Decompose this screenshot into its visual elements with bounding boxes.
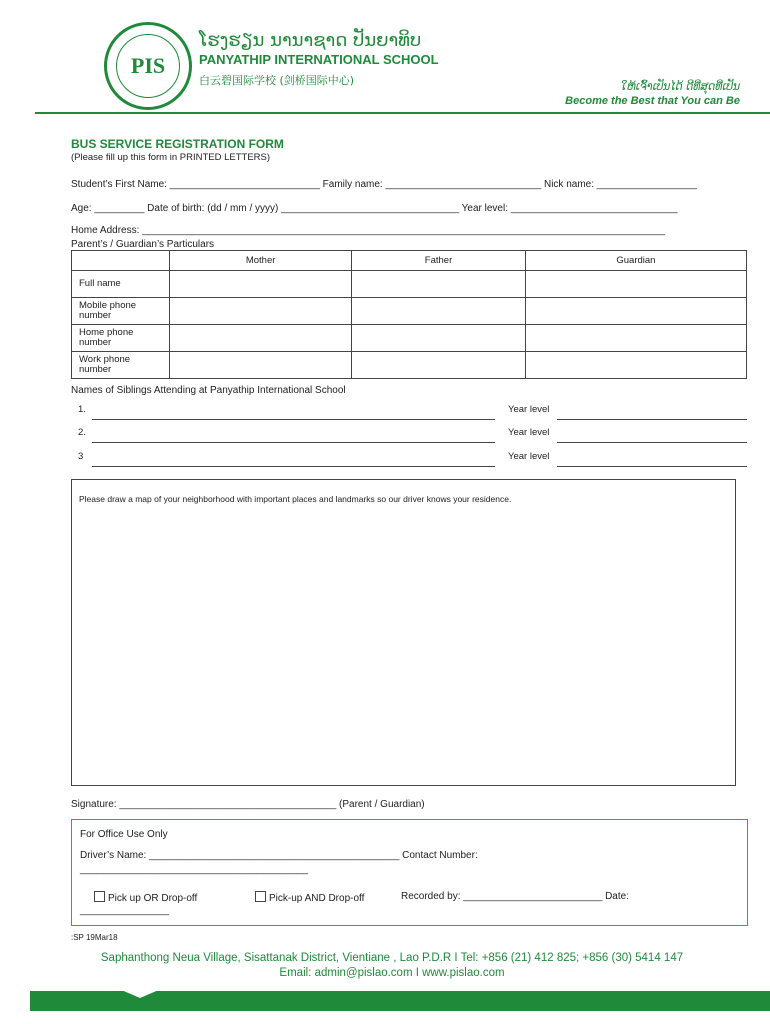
table-row — [72, 352, 747, 379]
map-drawing-area[interactable] — [71, 479, 736, 786]
header-divider — [35, 112, 770, 114]
mother-work-phone-cell[interactable] — [170, 352, 352, 379]
recorded-by-line[interactable]: Recorded by: _________________________ Date: — [401, 891, 629, 902]
motto-lao: ໃຫ້ເຈົ້າເປັນໄດ້ ດີທີ່ສຸດທີ່ເປັນ — [620, 80, 740, 93]
student-name-row[interactable]: Student’s First Name: ___________________________ Family name: ____________________________ Nick name: __________________ — [71, 179, 697, 190]
parents-section-title: Parent’s / Guardian’s Particulars — [71, 239, 215, 250]
option-label: Pick up OR Drop-off — [108, 893, 198, 904]
signature-line[interactable]: Signature: _______________________________________ (Parent / Guardian) — [71, 799, 425, 810]
office-use-title: For Office Use Only — [80, 829, 168, 840]
map-prompt: Please draw a map of your neighborhood with important places and landmarks so our driver knows your residence. — [79, 494, 512, 504]
father-work-phone-cell[interactable] — [352, 352, 526, 379]
sibling-name-field[interactable] — [92, 419, 495, 420]
school-address: Saphanthong Neua Village, Sisattanak District, Vientiane , Lao P.D.R I Tel: +856 (21) 412 825; +856 (30) 5414 147 — [100, 952, 684, 964]
col-guardian: Guardian — [525, 251, 746, 271]
table-row — [72, 298, 747, 325]
row-label-full-name: Full name — [72, 271, 170, 298]
guardian-full-name-cell[interactable] — [525, 271, 746, 298]
school-logo — [104, 22, 192, 110]
table-row — [72, 325, 747, 352]
school-name-cn: 白云碧国际学校 (剑桥国际中心) — [199, 74, 355, 87]
row-label-home-phone: Home phone number — [72, 325, 170, 352]
guardian-mobile-cell[interactable] — [525, 298, 746, 325]
option-pickup-or-dropoff[interactable] — [94, 891, 197, 904]
driver-name-line-2[interactable]: _________________________________________ — [80, 864, 309, 875]
school-email: Email: admin@pislao.com I www.pislao.com — [279, 967, 505, 979]
footer-notch-icon — [112, 986, 168, 1000]
option-label: Pick-up AND Drop-off — [269, 893, 365, 904]
col-father: Father — [352, 251, 526, 271]
row-label-mobile: Mobile phone number — [72, 298, 170, 325]
checkbox-icon[interactable] — [255, 891, 266, 902]
sibling-year-label: Year level — [508, 427, 550, 438]
mother-mobile-cell[interactable] — [170, 298, 352, 325]
form-subtitle: (Please fill up this form in PRINTED LETTERS) — [71, 152, 271, 163]
age-dob-row[interactable]: Age: _________ Date of birth: (dd / mm / yyyy) ________________________________ Year level: ______________________________ — [71, 203, 678, 214]
siblings-title: Names of Siblings Attending at Panyathip International School — [71, 385, 346, 396]
father-home-phone-cell[interactable] — [352, 325, 526, 352]
parents-table — [71, 250, 747, 379]
guardian-home-phone-cell[interactable] — [525, 325, 746, 352]
sibling-number: 3 — [78, 451, 84, 462]
motto-en: Become the Best that You can Be — [565, 95, 740, 107]
sibling-year-label: Year level — [508, 451, 550, 462]
sibling-number: 1. — [78, 404, 86, 415]
father-full-name-cell[interactable] — [352, 271, 526, 298]
date-line[interactable]: ________________ — [80, 905, 169, 916]
table-header-row — [72, 251, 747, 271]
mother-home-phone-cell[interactable] — [170, 325, 352, 352]
row-label-work-phone: Work phone number — [72, 352, 170, 379]
guardian-work-phone-cell[interactable] — [525, 352, 746, 379]
sibling-number: 2. — [78, 427, 86, 438]
sibling-year-field[interactable] — [557, 419, 747, 420]
table-corner — [72, 251, 170, 271]
form-title: BUS SERVICE REGISTRATION FORM — [71, 137, 284, 151]
table-row — [72, 271, 747, 298]
driver-name-line[interactable]: Driver’s Name: _____________________________________________ Contact Number: — [80, 850, 478, 861]
school-name-en: PANYATHIP INTERNATIONAL SCHOOL — [199, 52, 439, 67]
form-code: :SP 19Mar18 — [71, 933, 118, 942]
school-name-lao: ໂຮງຮຽນ ນານາຊາດ ປັນຍາທິບ — [199, 30, 422, 51]
office-use-box — [71, 819, 748, 926]
logo-text: PIS — [116, 34, 180, 98]
mother-full-name-cell[interactable] — [170, 271, 352, 298]
checkbox-icon[interactable] — [94, 891, 105, 902]
sibling-name-field[interactable] — [92, 466, 495, 467]
home-address-row[interactable]: Home Address: ______________________________________________________________________________________________ — [71, 225, 665, 236]
option-pickup-and-dropoff[interactable] — [255, 891, 364, 904]
father-mobile-cell[interactable] — [352, 298, 526, 325]
sibling-year-field[interactable] — [557, 442, 747, 443]
sibling-year-label: Year level — [508, 404, 550, 415]
col-mother: Mother — [170, 251, 352, 271]
sibling-name-field[interactable] — [92, 442, 495, 443]
sibling-year-field[interactable] — [557, 466, 747, 467]
